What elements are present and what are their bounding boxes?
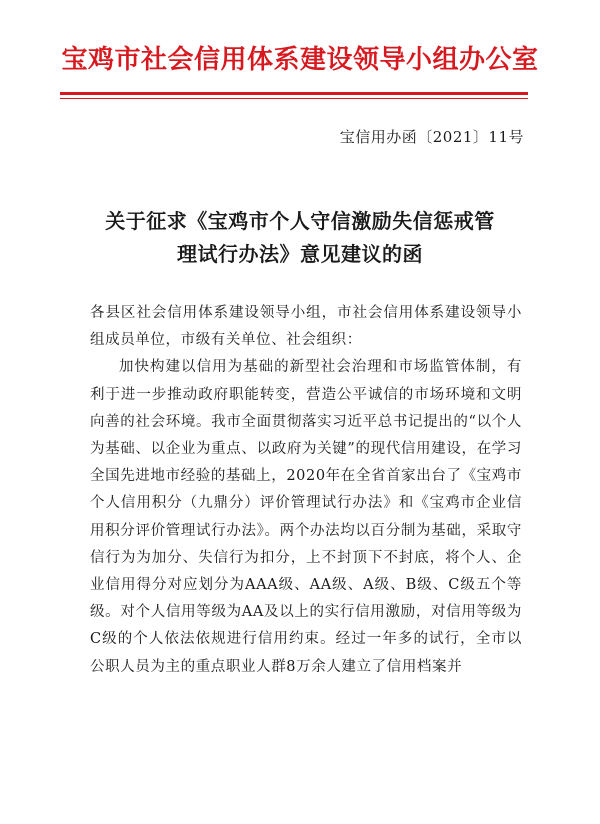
document-title-line-2: 理试行办法》意见建议的函 [177, 242, 423, 266]
issuing-organization-header: 宝鸡市社会信用体系建设领导小组办公室 [61, 45, 539, 75]
document-title [70, 205, 530, 271]
red-header-rule-thick [60, 92, 528, 95]
document-number: 宝信用办函〔2021〕11号 [339, 128, 524, 146]
red-header-rule-thin [60, 98, 528, 99]
document-body [90, 300, 522, 681]
body-paragraph: 加快构建以信用为基础的新型社会治理和市场监管体制，有利于进一步推动政府职能转变，营造公平诚信的市场环境和文明向善的社会环境。我市全面贯彻落实习近平总书记提出的“以个人为基础、以企业为重点、以政府为关键”的现代信用建设，在学习全国先进地市经验的基础上，2020年在全省首家出台了《宝鸡市个人信用积分（九鼎分）评价管理试行办法》和《宝鸡市企业信用积分评价管理试行办法》。两个办法均以百分制为基础，采取守信行为为加分、失信行为扣分，上不封顶下不封底，将个人、企业信用得分对应划分为AAA级、AA级、A级、B级、C级五个等级。对个人信用等级为AA及以上的实行信用激励，对信用等级为C级的个人依法依规进行信用约束。经过一年多的试行，全市以公职人员为主的重点职业人群8万余人建立了信用档案并 [90, 359, 522, 675]
document-title-line-1: 关于征求《宝鸡市个人守信激励失信惩戒管 [105, 209, 495, 233]
salutation: 各县区社会信用体系建设领导小组，市社会信用体系建设领导小组成员单位，市级有关单位、社会组织： [90, 305, 522, 349]
